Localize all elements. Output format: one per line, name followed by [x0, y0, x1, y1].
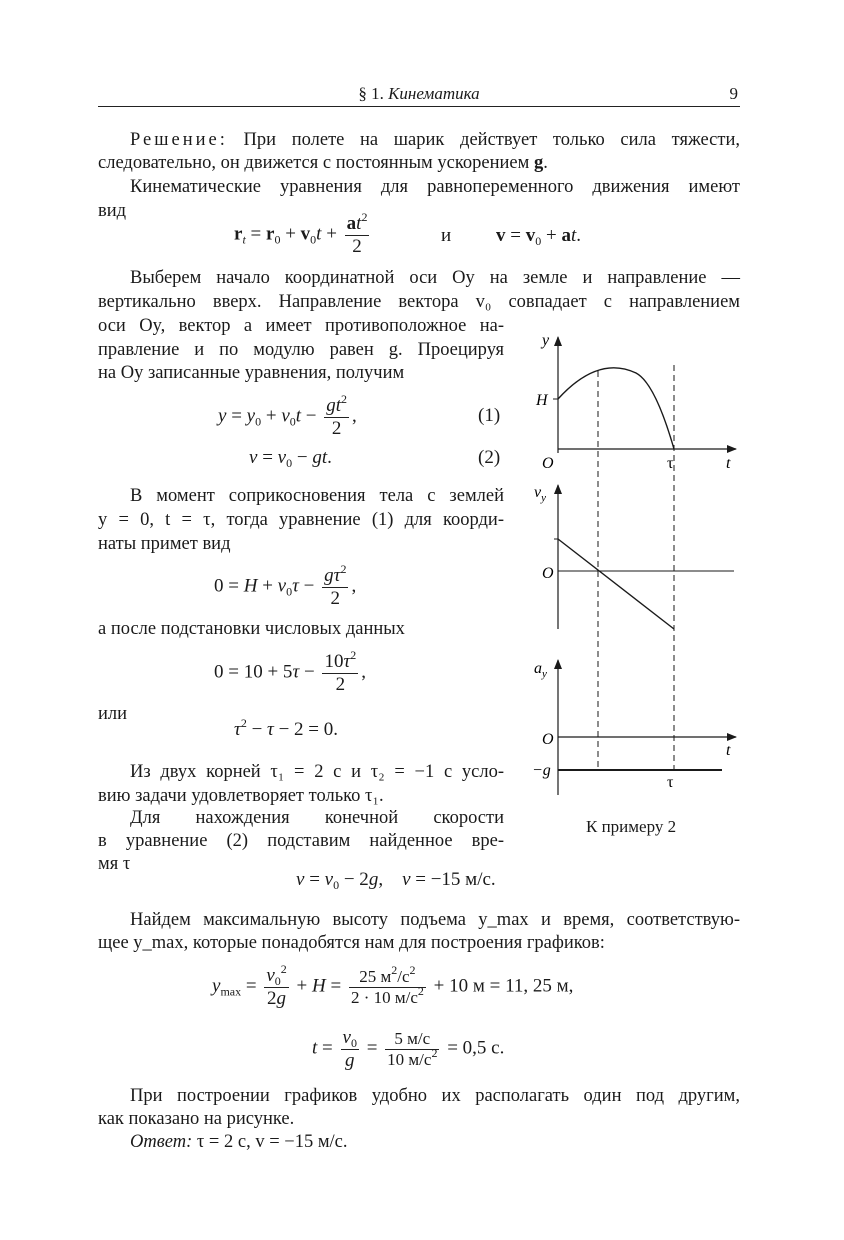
graph1-curve — [558, 368, 674, 449]
equation-3: $0 = H + v_0\tau$ − $\frac{g\tau^2}{2}$ , — [214, 562, 357, 609]
equation-kinematics-r: $r_t = r_0 + v_0t$ + $\frac{at^2}{2}$ — [234, 210, 368, 257]
running-header — [98, 84, 740, 107]
text-line: в уравнение (2) подставим найденное вре- — [98, 831, 504, 851]
graph1-y-label: y — [542, 332, 550, 349]
graph3-origin: O — [542, 731, 554, 748]
equation-2-label: (2) — [478, 447, 501, 468]
equation-2: $v = v_0$ − gt. — [249, 447, 332, 470]
text-line: наты примет вид — [98, 534, 231, 554]
graph3-tau: τ — [667, 774, 674, 791]
text-line: на Oy записанные уравнения, получим — [98, 363, 405, 383]
graph3-y-label: $a_y$ — [534, 660, 547, 680]
solution-label: Решение: — [130, 130, 228, 150]
text-line: правление и по модулю равен g. Проецируя — [98, 340, 504, 360]
figure-caption: К примеру 2 — [586, 817, 677, 836]
text-line: мя τ — [98, 854, 131, 874]
text-line: щее y_max, которые понадобятся нам для построения графиков: — [98, 933, 605, 953]
text-line: В момент соприкосновения тела с землей — [130, 486, 504, 506]
graph3-neg-g: −g — [532, 762, 551, 779]
text-line: Для нахождения конечной скорости — [130, 808, 504, 828]
graph2-y-label: $v_y$ — [534, 484, 546, 504]
answer-line — [130, 1130, 348, 1154]
text-line: вертикально вверх. Направление вектора v₀ совпадает с направлением — [98, 292, 740, 312]
graph2-velocity-line — [558, 539, 674, 629]
text-line: Кинематические уравнения для равнопеременного движения имеют — [130, 177, 740, 197]
text-line: а после подстановки числовых данных — [98, 619, 405, 639]
equation-ymax: $y_{max}$ = $\frac{v_0^2}{2g}$ + H = $\frac{25 м^2/с^2}{2 \cdot 10 м/с^2}$ + 10 м = 11, 25 м, — [212, 962, 574, 1009]
section-header: § 1. Кинематика — [358, 84, 480, 103]
figure-graphs — [520, 325, 744, 805]
graph1-tau: τ — [667, 455, 674, 472]
equation-4: 0 = 10 + 5τ − $\frac{10\tau^2}{2}$ , — [214, 648, 367, 695]
text-line: Решение: При полете на шарик действует только сила тяжести, — [130, 130, 741, 150]
equation-t: t = $\frac{v_0}{g}$ = $\frac{5 м/с}{10 м/с^2}$ = 0,5 с. — [312, 1027, 505, 1071]
text-line: вию задачи удовлетворяет только τ₁. — [98, 786, 384, 806]
equation-1: $y = y_0 + v_0t$ − $\frac{gt^2}{2}$ , — [218, 392, 357, 439]
text-line: Выберем начало координатной оси Oy на земле и направление — — [130, 268, 740, 288]
graph2-origin: O — [542, 565, 554, 582]
page-number: 9 — [729, 84, 738, 103]
answer-label: Ответ: — [130, 1132, 193, 1152]
graph1-h-label: H — [536, 392, 548, 409]
text-line: или — [98, 704, 128, 724]
section-title: Кинематика — [388, 84, 480, 103]
text-line: При построении графиков удобно их располагать один под другим, — [130, 1086, 740, 1106]
graph3-t-label: t — [726, 742, 731, 759]
graph1-origin: O — [542, 455, 554, 472]
equation-5: $\tau^2 - \tau - 2 = 0$. — [234, 716, 339, 740]
graph1-t-label: t — [726, 455, 731, 472]
text-line: Найдем максимальную высоту подъема y_max и время, соответствую- — [130, 910, 740, 930]
text-line: Из двух корней τ₁ = 2 с и τ₂ = −1 с усло- — [130, 762, 504, 782]
equation-kinematics-v: $v = v_0$ + at. — [496, 225, 581, 248]
equation-and: и — [441, 225, 452, 246]
equation-6: $v = v_0 - 2g$, v = −15 м/с. — [296, 869, 496, 892]
text-line: следовательно, он движется с постоянным ускорением g. — [98, 153, 548, 173]
answer-value: τ = 2 с, v = −15 м/с. — [196, 1132, 348, 1152]
text-line: как показано на рисунке. — [98, 1109, 295, 1129]
text-line: вид — [98, 201, 127, 221]
equation-1-label: (1) — [478, 405, 501, 426]
text-line: y = 0, t = τ, тогда уравнение (1) для коорди- — [98, 510, 504, 530]
text-line: оси Oy, вектор a имеет противоположное на- — [98, 316, 504, 336]
